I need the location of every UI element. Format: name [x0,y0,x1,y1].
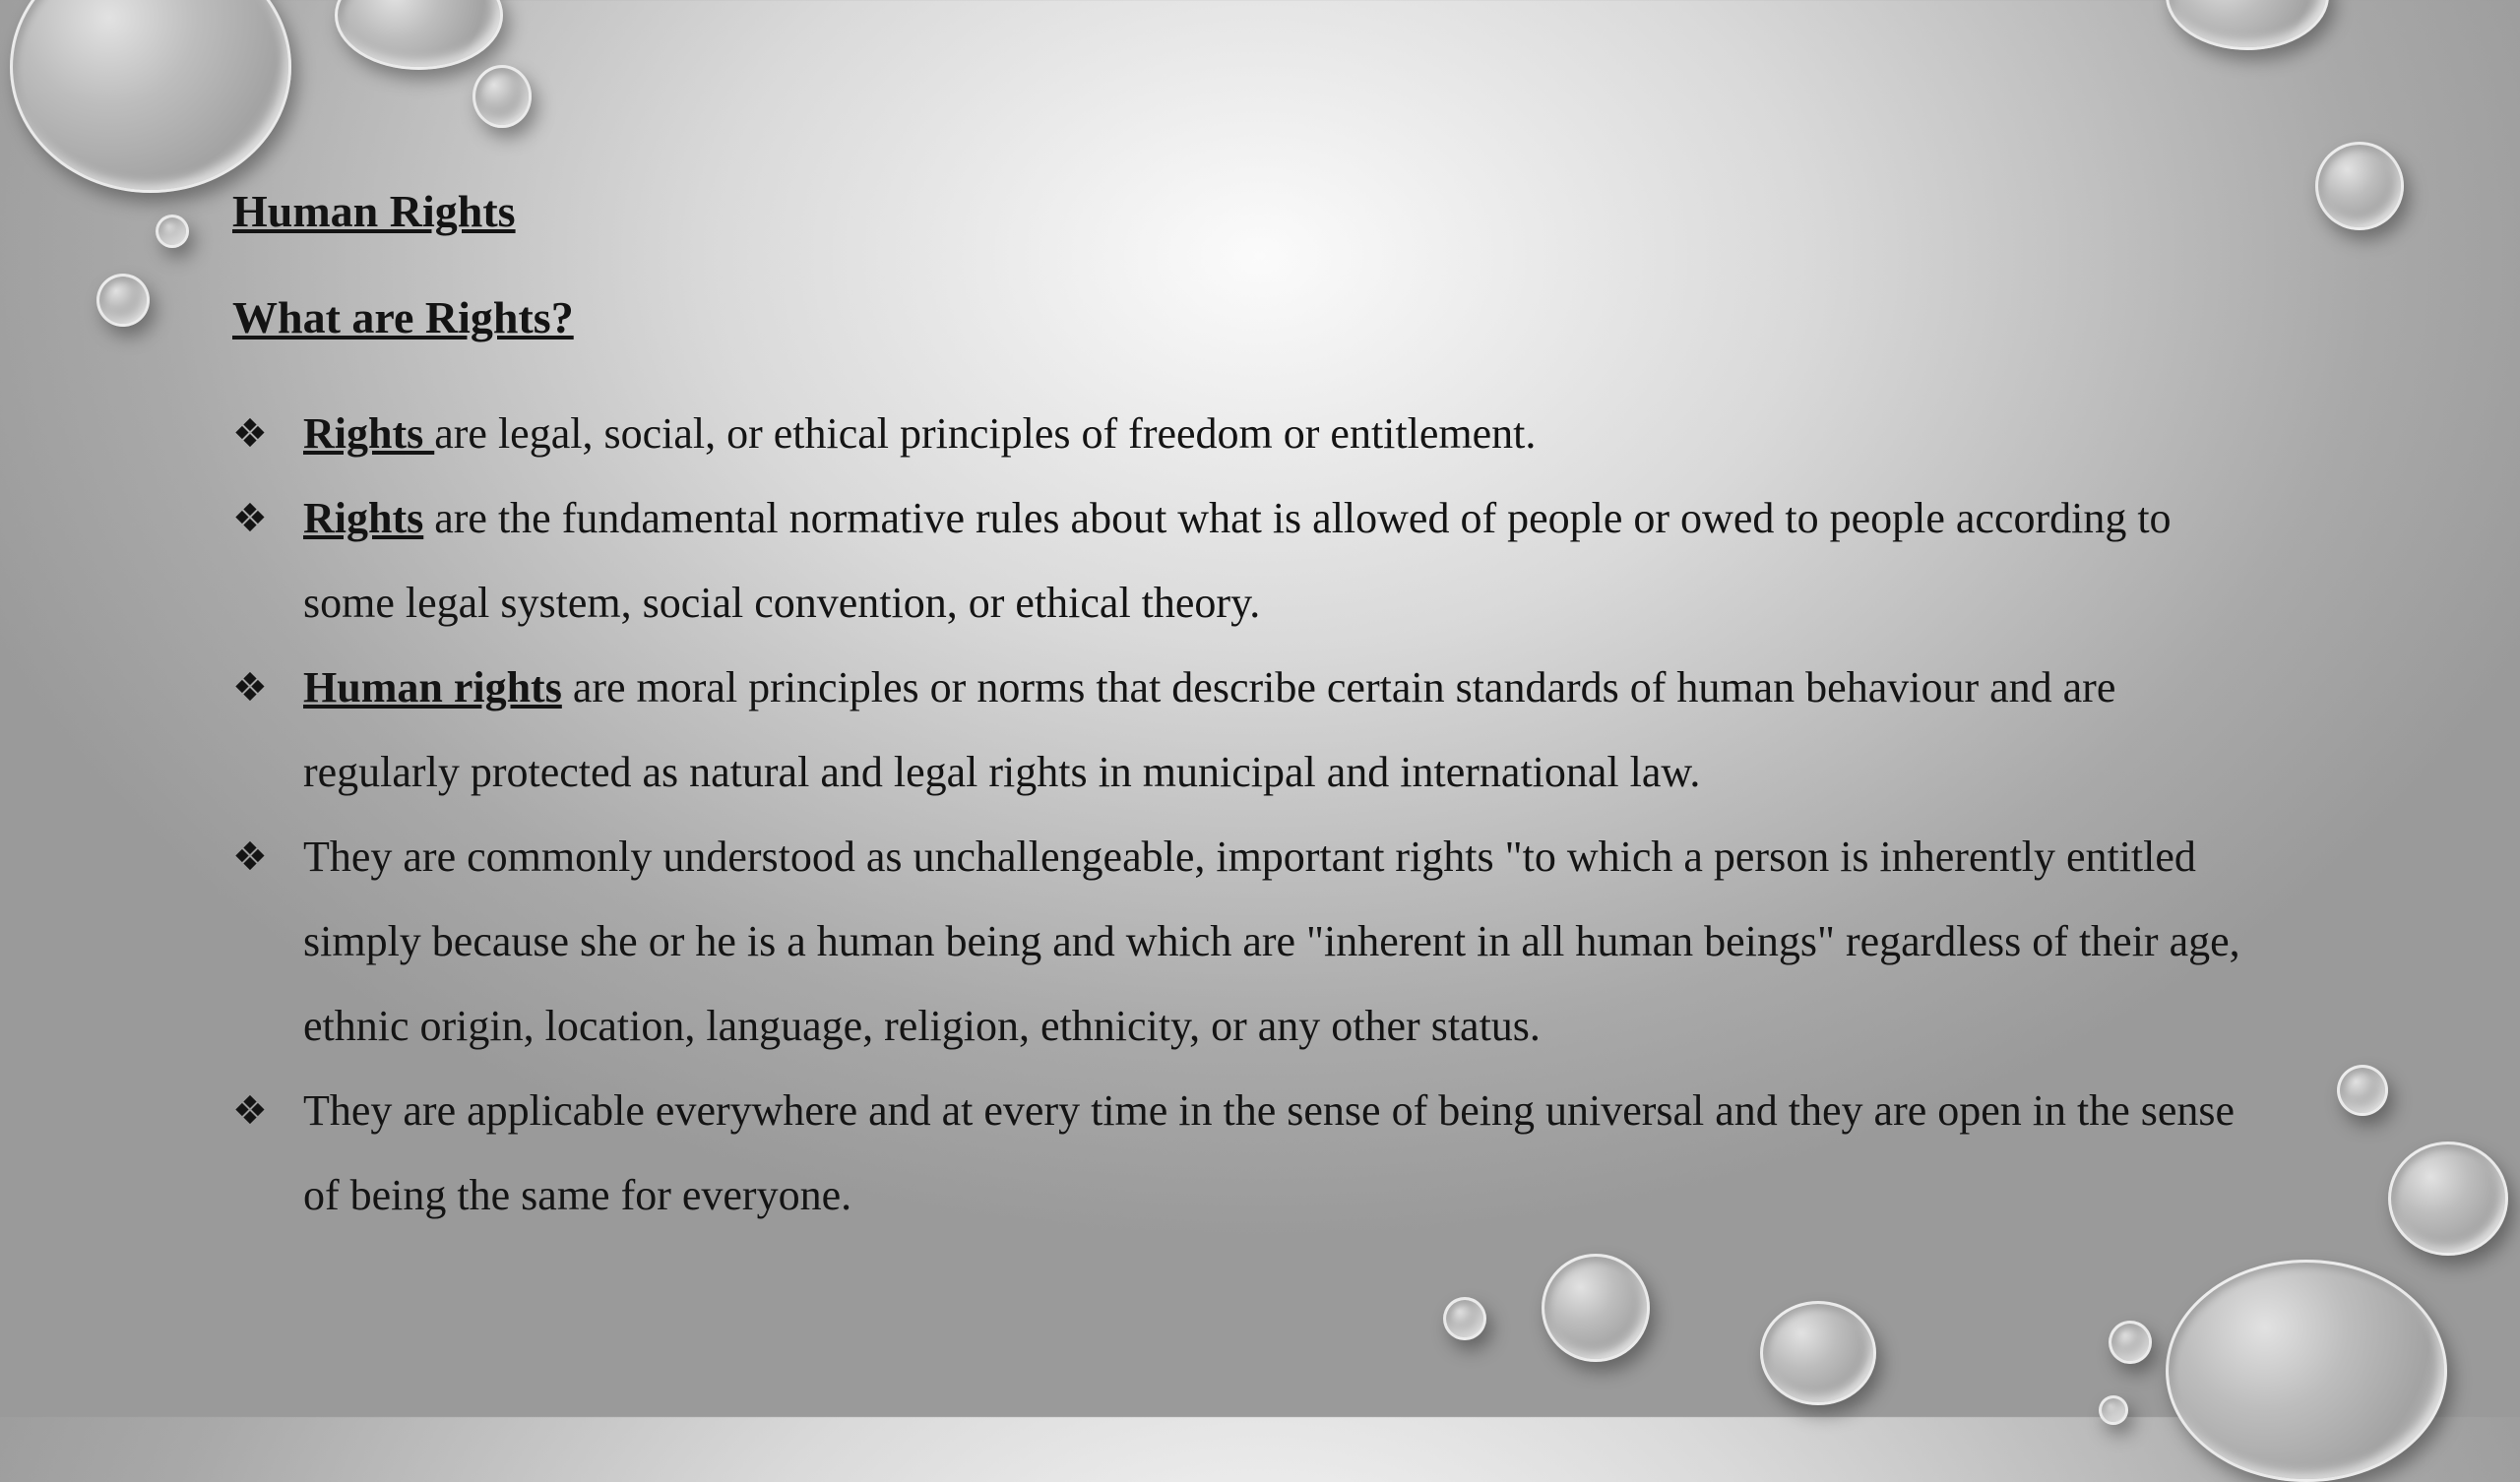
slide-title: Human Rights [232,186,516,236]
water-drop-decoration [1443,1297,1486,1340]
bullet-text: They are commonly understood as unchallengeable, important rights "to which a person is inherently entitled simply because she or he is a human being and which are "inherent in all human beings" regardless of their age, ethnic origin, location, language, religion, ethnicity, or any other status. [303,833,2240,1050]
bullet-list [232,392,2260,1238]
bullet-term: Human rights [303,663,562,711]
water-drop-decoration [96,274,150,327]
water-drop-decoration [1760,1301,1876,1405]
bullet-item [232,815,2260,1069]
water-drop-decoration [2315,142,2404,230]
bullet-text: are the fundamental normative rules about what is allowed of people or owed to people according to some legal system, social convention, or ethical theory. [303,494,2172,627]
diamond-bullet-icon: ❖ [232,665,268,710]
bullet-item [232,646,2260,815]
diamond-bullet-icon: ❖ [232,411,268,457]
diamond-bullet-icon: ❖ [232,1088,268,1134]
bullet-term: Rights [303,409,435,458]
bullet-item [232,1069,2260,1238]
bullet-item [232,392,2260,476]
diamond-bullet-icon: ❖ [232,496,268,541]
bullet-text: are moral principles or norms that describe certain standards of human behaviour and are regularly protected as natural and legal rights in municipal and international law. [303,663,2116,796]
bullet-text: They are applicable everywhere and at every time in the sense of being universal and they are open in the sense of being the same for everyone. [303,1086,2236,1219]
water-drop-decoration [2099,1395,2128,1425]
water-drop-decoration [2388,1142,2508,1256]
water-drop-decoration [335,0,503,70]
water-drop-decoration [156,215,189,248]
water-drop-decoration [2166,1260,2447,1482]
bullet-term: Rights [303,494,424,542]
water-drop-decoration [2109,1321,2152,1364]
water-drop-decoration [1542,1254,1650,1362]
water-drop-decoration [2337,1065,2388,1116]
bullet-item [232,476,2260,646]
diamond-bullet-icon: ❖ [232,834,268,880]
water-drop-decoration [10,0,291,193]
water-drop-decoration [472,65,532,128]
slide-subtitle: What are Rights? [232,292,574,342]
bullet-text: are legal, social, or ethical principles of freedom or entitlement. [434,409,1537,458]
water-drop-decoration [2166,0,2329,50]
